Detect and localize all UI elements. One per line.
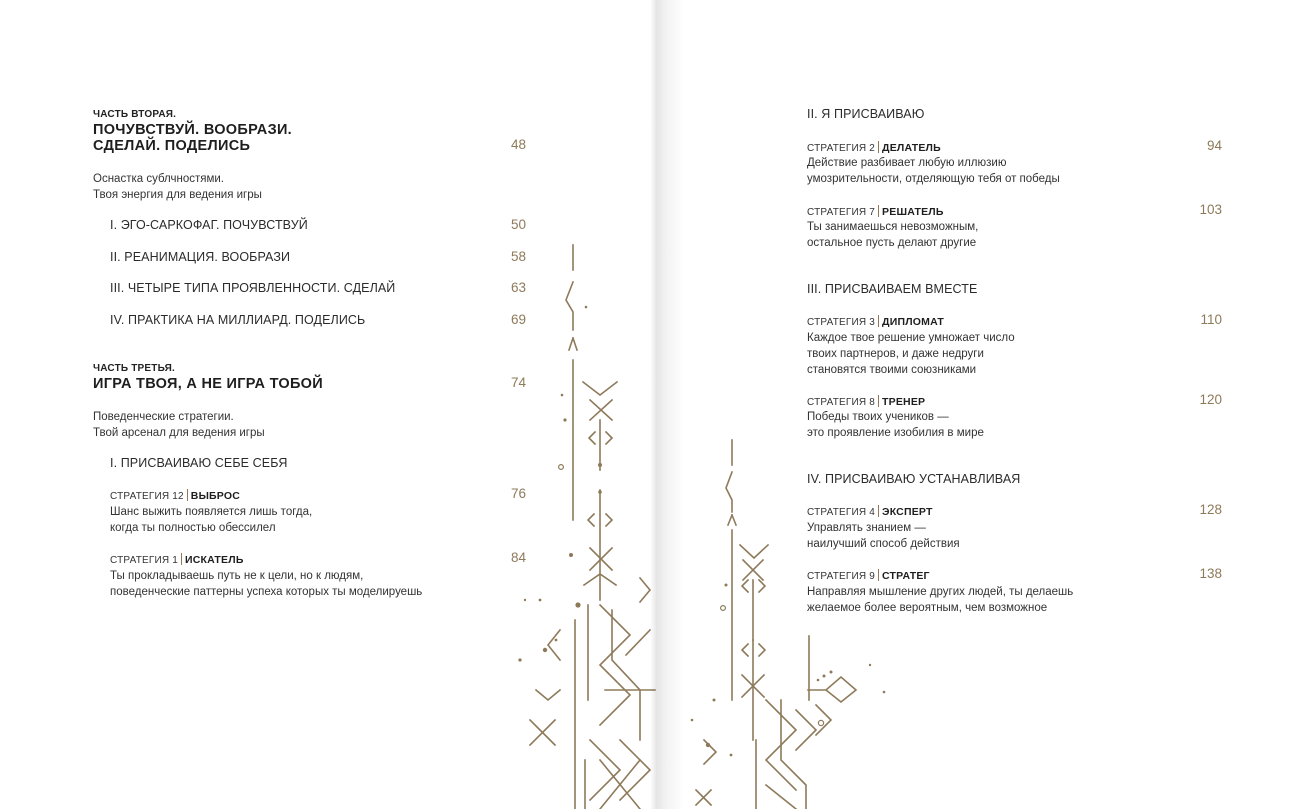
strategy-name: ДИПЛОМАТ (882, 316, 944, 328)
strategy-heading[interactable] (807, 569, 930, 582)
strategy-separator (181, 553, 182, 565)
chapter-ego-sarcophagus[interactable]: I. ЭГО-САРКОФАГ. ПОЧУВСТВУЙ (110, 218, 308, 232)
strategy-separator (878, 505, 879, 517)
strategy-name: ИСКАТЕЛЬ (185, 554, 244, 566)
chapter-reanimation[interactable]: II. РЕАНИМАЦИЯ. ВООБРАЗИ (110, 250, 291, 264)
section-i-appropriate[interactable]: II. Я ПРИСВАИВАЮ (807, 107, 925, 121)
part3-title: ИГРА ТВОЯ, А НЕ ИГРА ТОБОЙ (93, 376, 323, 392)
strategy-description-line2: умозрительности, отделяющую тебя от победы (807, 173, 1060, 185)
chapter-billion-practice[interactable]: IV. ПРАКТИКА НА МИЛЛИАРД. ПОДЕЛИСЬ (110, 313, 366, 327)
strategy-description-line1: Ты прокладываешь путь не к цели, но к людям, (110, 570, 364, 582)
section-appropriate-together[interactable]: III. ПРИСВАИВАЕМ ВМЕСТЕ (807, 282, 978, 296)
strategy-heading[interactable] (807, 315, 944, 328)
part3-kicker: ЧАСТЬ ТРЕТЬЯ. (93, 363, 175, 374)
part2-kicker: ЧАСТЬ ВТОРАЯ. (93, 109, 177, 120)
strategy-prefix: СТРАТЕГИЯ 8 (807, 397, 876, 408)
part3-intro-line1: Поведенческие стратегии. (93, 411, 234, 423)
part3-intro-line2: Твой арсенал для ведения игры (93, 427, 265, 439)
chapter-page-number[interactable]: 69 (510, 312, 526, 327)
strategy-page-number[interactable]: 94 (1206, 138, 1222, 153)
part2-title-line2: СДЕЛАЙ. ПОДЕЛИСЬ (93, 138, 251, 154)
chapter-page-number[interactable]: 63 (510, 280, 526, 295)
strategy-heading[interactable] (110, 489, 240, 502)
part2-intro-line1: Оснастка сублчностями. (93, 173, 224, 185)
strategy-prefix: СТРАТЕГИЯ 3 (807, 317, 876, 328)
strategy-name: ЭКСПЕРТ (882, 506, 933, 518)
strategy-description-line2: это проявление изобилия в мире (807, 427, 984, 439)
strategy-description-line2: остальное пусть делают другие (807, 237, 977, 249)
strategy-description-line1: Каждое твое решение умножает число (807, 332, 1015, 344)
strategy-description-line1: Управлять знанием — (807, 522, 926, 534)
strategy-heading[interactable] (110, 553, 244, 566)
strategy-description-line2: твоих партнеров, и даже недруги (807, 348, 984, 360)
strategy-name: ТРЕНЕР (882, 396, 926, 408)
strategy-page-number[interactable]: 138 (1199, 566, 1222, 581)
strategy-prefix: СТРАТЕГИЯ 1 (110, 555, 179, 566)
chapter-self-appropriation[interactable]: I. ПРИСВАИВАЮ СЕБЕ СЕБЯ (110, 456, 288, 470)
strategy-page-number[interactable]: 128 (1199, 502, 1222, 517)
strategy-prefix: СТРАТЕГИЯ 2 (807, 143, 876, 154)
strategy-separator (878, 569, 879, 581)
strategy-prefix: СТРАТЕГИЯ 12 (110, 491, 184, 502)
strategy-description-line3: становятся твоими союзниками (807, 364, 977, 376)
section-appropriate-establishing[interactable]: IV. ПРИСВАИВАЮ УСТАНАВЛИВАЯ (807, 472, 1021, 486)
chapter-four-types[interactable]: III. ЧЕТЫРЕ ТИПА ПРОЯВЛЕННОСТИ. СДЕЛАЙ (110, 281, 396, 295)
strategy-description-line1: Действие разбивает любую иллюзию (807, 157, 1007, 169)
right-page (656, 0, 1314, 809)
part2-page-number[interactable]: 48 (510, 137, 526, 152)
strategy-description-line1: Ты занимаешься невозможным, (807, 221, 979, 233)
chapter-page-number[interactable]: 58 (510, 249, 526, 264)
strategy-prefix: СТРАТЕГИЯ 4 (807, 507, 876, 518)
strategy-separator (878, 205, 879, 217)
strategy-name: РЕШАТЕЛЬ (882, 206, 944, 218)
strategy-page-number[interactable]: 120 (1199, 392, 1222, 407)
strategy-separator (878, 395, 879, 407)
strategy-heading[interactable] (807, 205, 944, 218)
strategy-name: ВЫБРОС (190, 490, 241, 502)
strategy-page-number[interactable]: 76 (510, 486, 526, 501)
strategy-heading[interactable] (807, 141, 941, 154)
part3-page-number[interactable]: 74 (510, 375, 526, 390)
strategy-description-line1: Направляя мышление других людей, ты делаешь (807, 586, 1074, 598)
strategy-description-line2: желаемое более вероятным, чем возможное (807, 602, 1048, 614)
strategy-name: ДЕЛАТЕЛЬ (882, 142, 941, 154)
strategy-description-line2: наилучший способ действия (807, 538, 960, 550)
strategy-separator (878, 315, 879, 327)
strategy-description-line1: Шанс выжить появляется лишь тогда, (110, 506, 313, 518)
strategy-heading[interactable] (807, 505, 933, 518)
strategy-page-number[interactable]: 84 (510, 550, 526, 565)
part2-intro-line2: Твоя энергия для ведения игры (93, 189, 262, 201)
strategy-page-number[interactable]: 103 (1199, 202, 1222, 217)
strategy-prefix: СТРАТЕГИЯ 9 (807, 571, 876, 582)
strategy-separator (187, 489, 188, 501)
strategy-name: СТРАТЕГ (882, 570, 930, 582)
part2-title-line1: ПОЧУВСТВУЙ. ВООБРАЗИ. (93, 122, 293, 138)
chapter-page-number[interactable]: 50 (510, 217, 526, 232)
strategy-description-line2: когда ты полностью обессилел (110, 522, 276, 534)
strategy-prefix: СТРАТЕГИЯ 7 (807, 207, 876, 218)
strategy-page-number[interactable]: 110 (1200, 312, 1222, 327)
strategy-description-line2: поведенческие паттерны успеха которых ты моделируешь (110, 586, 423, 598)
strategy-heading[interactable] (807, 395, 925, 408)
strategy-description-line1: Победы твоих учеников — (807, 411, 949, 423)
strategy-separator (878, 141, 879, 153)
left-page (0, 0, 656, 809)
